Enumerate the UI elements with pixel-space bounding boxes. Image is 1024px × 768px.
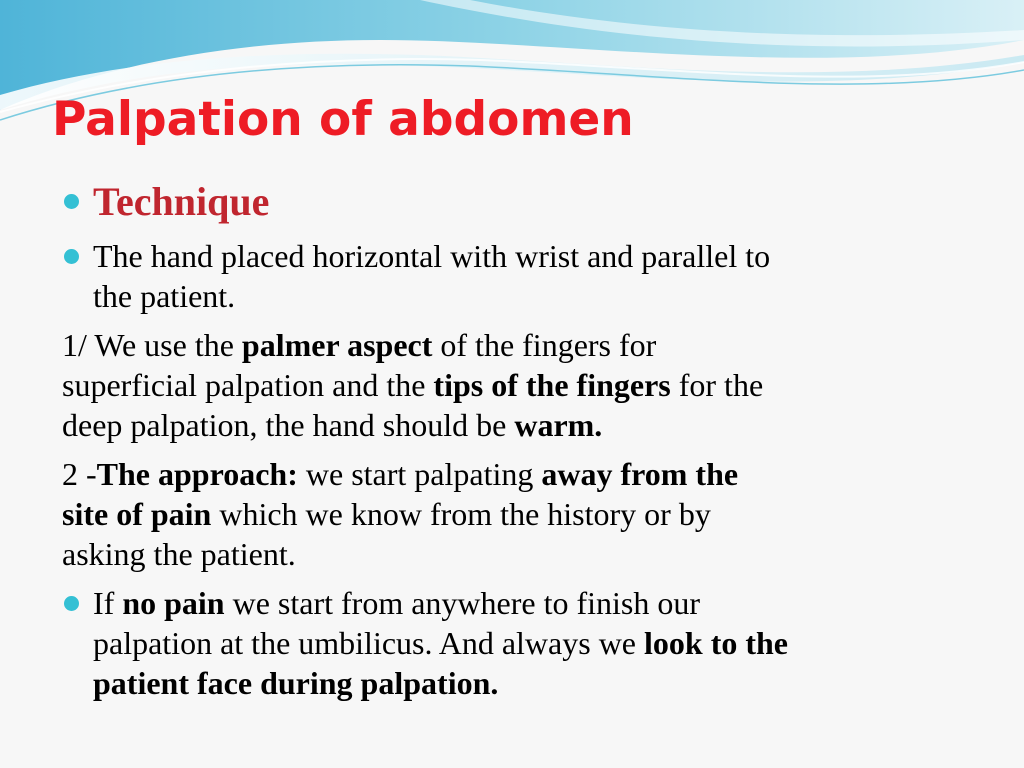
bullet-dot-icon — [64, 194, 79, 209]
paragraph-palmer-aspect: 1/ We use the palmer aspect of the fingers for superficial palpation and the tips of the fingers for the deep palpation, the hand should be warm. — [62, 327, 764, 443]
bullet-hand-placement: The hand placed horizontal with wrist and parallel to the patient. — [93, 238, 771, 314]
bullet-dot-icon — [64, 249, 79, 264]
paragraph-approach: 2 -The approach: we start palpating away from the site of pain which we know from the history or by asking the patient. — [62, 456, 739, 572]
section-heading: Technique — [93, 179, 270, 224]
slide-title: Palpation of abdomen — [52, 92, 634, 147]
bullet-dot-icon — [64, 596, 79, 611]
bullet-no-pain: If no pain we start from anywhere to finish our palpation at the umbilicus. And always we look to the patient face during palpation. — [93, 585, 788, 701]
